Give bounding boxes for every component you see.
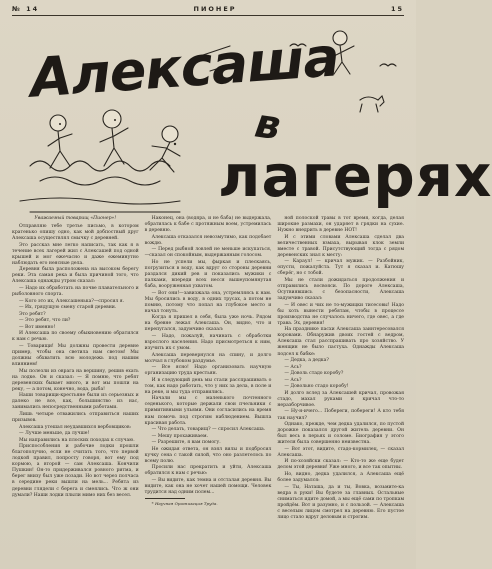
paragraph: Приспособления и рабочие лодки прошли благополучно, если не считать того, что первой лодкой правил, попросту говоря, вот ему под кормою, а второй — сам Алексаша. Кончили Пушкин! Он-то придерживался ровного ритма, и берег внизу был уже позади. Но вот через полчаса в середине реки вышли на мель... Ребята из деревни глядели с берега и смеялись. Что ж они думали? Наши лодки плыли мимо них без весел. <box>12 444 139 498</box>
paragraph: — Вот именно! <box>19 324 56 330</box>
footnote: * Научная Организация Труда. <box>151 501 218 507</box>
paragraph: Однако, прежде, чем дедка удалился, по пустой дорожке показался другой житель деревни. Он был весь в перьях и соломе. Биография у этого жителя была совершенно неизвестна. <box>277 422 405 446</box>
text-column-1 <box>12 216 139 561</box>
paragraph: — Ась? <box>284 364 302 370</box>
paragraph: — Ну-н-ичего... Побереги, побереги! А кто тебя так научил? <box>277 409 405 421</box>
title-illustration <box>0 16 492 216</box>
paragraph: — Доволь стадо коробу? <box>284 371 344 377</box>
magazine-name: ПИОНЕР <box>193 5 237 13</box>
paragraph: И Алексаша по своему обыкновению обратился к нам с речью. <box>12 331 139 343</box>
paragraph: — Довольно стадо коробу! <box>284 384 349 390</box>
paragraph: И долго вслед за Алексашей кричал, провожая стадо, махал руками и кричал что-то неразборчивое. <box>277 390 405 408</box>
title-word-1: Алексаша <box>28 25 341 110</box>
paragraph: Но, видно, дедка удалился, а Алексаша ещё более задумался: <box>277 471 405 483</box>
footnote-rule <box>145 498 185 499</box>
paragraph: Деревня была расположена на высоком берегу реки. Эта самая река и была причиной того, что Алексаша однажды утром сказал: <box>12 267 139 285</box>
paragraph: И в следующий день мы стали расспрашивать о том, как надо работать, что у них за дела, в поле и на реке, и мы туда отправились. <box>144 377 272 395</box>
paragraph: Лишь четыре отважились отправиться наших призывов. <box>12 411 139 423</box>
article-body <box>12 216 404 561</box>
paragraph: На празднике пасхи Алексаша заинтересовался коровами. Обнаружив двоих гостей с ведром, Алексаша стал расспрашивать про хозяйство. У женщин не было пастуха. Однажды Алексаша подсел к бабке: <box>277 327 405 357</box>
page-number: 15 <box>390 5 404 13</box>
paragraph: — Вот этот, видите, стадо-кормилец, — сказал Алексаша. <box>277 446 405 458</box>
title-word-3: лагерях <box>218 142 492 210</box>
paragraph: — Кого это их, Алексашенька?—спросил я. <box>19 298 125 304</box>
paragraph: Не ожидая ответа, он взял вилы и подбросил кучку сена с такой силой, что оно разлетелось по всему полю. <box>144 446 272 464</box>
paragraph: И по-хозяйски сказал: — Кто-то же еще будет делом этой деревни! Уже много, и все так опытны. <box>277 459 405 471</box>
paragraph: — Это ребят, что ли? <box>19 318 71 324</box>
paragraph: И с этими словами Алексаша сделал два величественных взмаха, вырывая клок земли вместе с травой. Присутствующий тогда с рядом деревенских знал к месту: <box>277 234 405 258</box>
paragraph: — Их, грядущую смену старой деревни. <box>19 305 117 311</box>
paragraph: — Вы видите, как темна и отсталая деревня. Вы видите, как она не хочет нашей помощи. Человек трудится над одним полем... <box>144 477 272 496</box>
paragraph: Наши товарищи-крестьяне были из серьезных и далеко не все, как, большинство из нас, занимались непосредственными работами. <box>12 393 139 411</box>
paragraph: Отправляю тебе третье письмо, в котором кратенько опишу одно, как мой добпоствый друг Алексаша осуществлял смычку с деревней. <box>12 224 139 242</box>
paragraph: — Надо их обработать на почве плавательного и рыболовного спорта. <box>12 286 139 298</box>
paragraph: — Лучше меньше, да лучше! <box>19 431 90 437</box>
text-column-3 <box>277 216 404 561</box>
paragraph: Мы не стали дожидаться продолжения и отправились восвояси. По дороге Алексаша, Осутвиявшись с безопасности, Алексаша задумчиво сказал: <box>277 277 405 302</box>
page-header <box>12 4 404 14</box>
paragraph: Начали мы с маленького почтенного седенького, которые держали свои пчельники с примитивными ульями. Они согласились на время нам помочь под строгим наблюдением. Вышла красивая работа. <box>144 396 272 426</box>
paragraph: — Ась? <box>284 377 302 383</box>
paragraph: Алексаша утешал неудавшихся вербовщиков: <box>19 424 132 430</box>
paragraph: — Перед рыбной ловлей не меньше искупаться,—сказал он спокойным, выдержанным голосом. <box>144 247 272 259</box>
paragraph: — Дедка, а дедка? <box>284 358 329 364</box>
paragraph: — Товарищи! Мы должны провести деревне пример, чтобы она светила нам светом! Мы должны обхватить всю молодежь под нашим влиянием! <box>12 343 139 368</box>
paragraph: — Все ясно! Надо организовать научную организацию труда крестьян. <box>144 365 272 377</box>
paragraph: — Ты, Наташа, да и ты, Вовка, возьмите-ка ведра в руки! Вы будете за главных. Остальные сниматься идите домой, а мы ещё сами по тропкам пройдём. Вот и разумно, и с пользой. — Алексаша с веселым лицом смотрел на деревню. Его пустое лицо стало вдруг деловым и строгим. <box>277 484 405 520</box>
paragraph: Алексаша перевернулся на спину, и долго молчал в глубоком раздумье. <box>144 352 272 364</box>
paragraph: Наконец, она (водяра, и не баба) не выдержала, обратилась к бабе с протяжным воем, устремилась в деревню. <box>144 216 272 234</box>
paragraph: — Надо, пожалуй, начинать с обработки взрослого населения. Надо присмотреться к ним, изучить их с умом. <box>144 333 272 351</box>
paragraph: Просили нас прекратить и уйти, Алексаша обратился к нам с речью: <box>144 465 272 477</box>
paragraph: Мы полезли из оврага на вершину, решив ехать на лодке. Он и сказал: — Я помню, что ребят деревенских бывает много, и вот мы пошли на реку, — а потом, конечно, вода, рыба! <box>12 368 139 392</box>
paragraph: Уважаемый товарищ «Пионер»! <box>34 216 117 221</box>
issue-number: № 14 <box>12 5 40 13</box>
paragraph: — Что делать, товарищ? — спросил Алексаша. <box>151 427 266 433</box>
paragraph: Но не успели мы, фыркая и плескаясь, погрузиться в воду, как вдруг со стороны деревни раздался дикий рев и показались мужики с палками, впереди всех несся вышеупомянутая баба, вооруженная ухватом. <box>144 259 272 290</box>
paragraph: — И овес и чих не то-мужицки тисесовы! Надо бы хоть вынести ребятам, чтобы в процессе производства не случалось ничего, где овес, а где трава. Эх, деревня! <box>277 302 405 326</box>
paragraph: Алексаша отказался невозмутимо, как подобает вождю. <box>144 234 272 246</box>
paragraph: — Разрешите, я вам помогу. <box>151 440 221 446</box>
paragraph: — Мешу прохаживаем. <box>151 433 209 439</box>
paragraph: Это ребят? <box>19 311 46 317</box>
paragraph: ной полоской травы в тот время, когда, делая широкие размахи, он ударяет в грядки на сухие. Нужно внедрить в деревне НОТ! <box>277 216 405 234</box>
paragraph: Это рассказ мне легко написать, так как я в течение всех лагерей жил с Алексашей под одной крышей и мог ежечасно и даже ежеминутно наблюдать его неясные дела. <box>12 242 139 266</box>
paragraph: — Вот они!—завизжала она, устремляясь к нам. Мы бросились в воду, в одних трусах, а потом не помню, потому что попал на глубокое место и начал тонуть. <box>144 290 272 314</box>
paragraph: Мы направились на плоских походах к случаю. <box>19 437 135 443</box>
paragraph: — Караул! — кричал мужик. — Разбойник, опусти, пожалуйста. Тут я сказал и. Катюшу сберёг, но с тобой. <box>277 259 405 277</box>
text-column-2 <box>145 216 272 561</box>
title-word-2: в <box>251 100 284 150</box>
paragraph: Когда я пришел в себя, была уже ночь. Рядом на бревне лежал Алексаша. Он, видно, что и перепугался, задумчиво сказал: <box>144 315 272 333</box>
